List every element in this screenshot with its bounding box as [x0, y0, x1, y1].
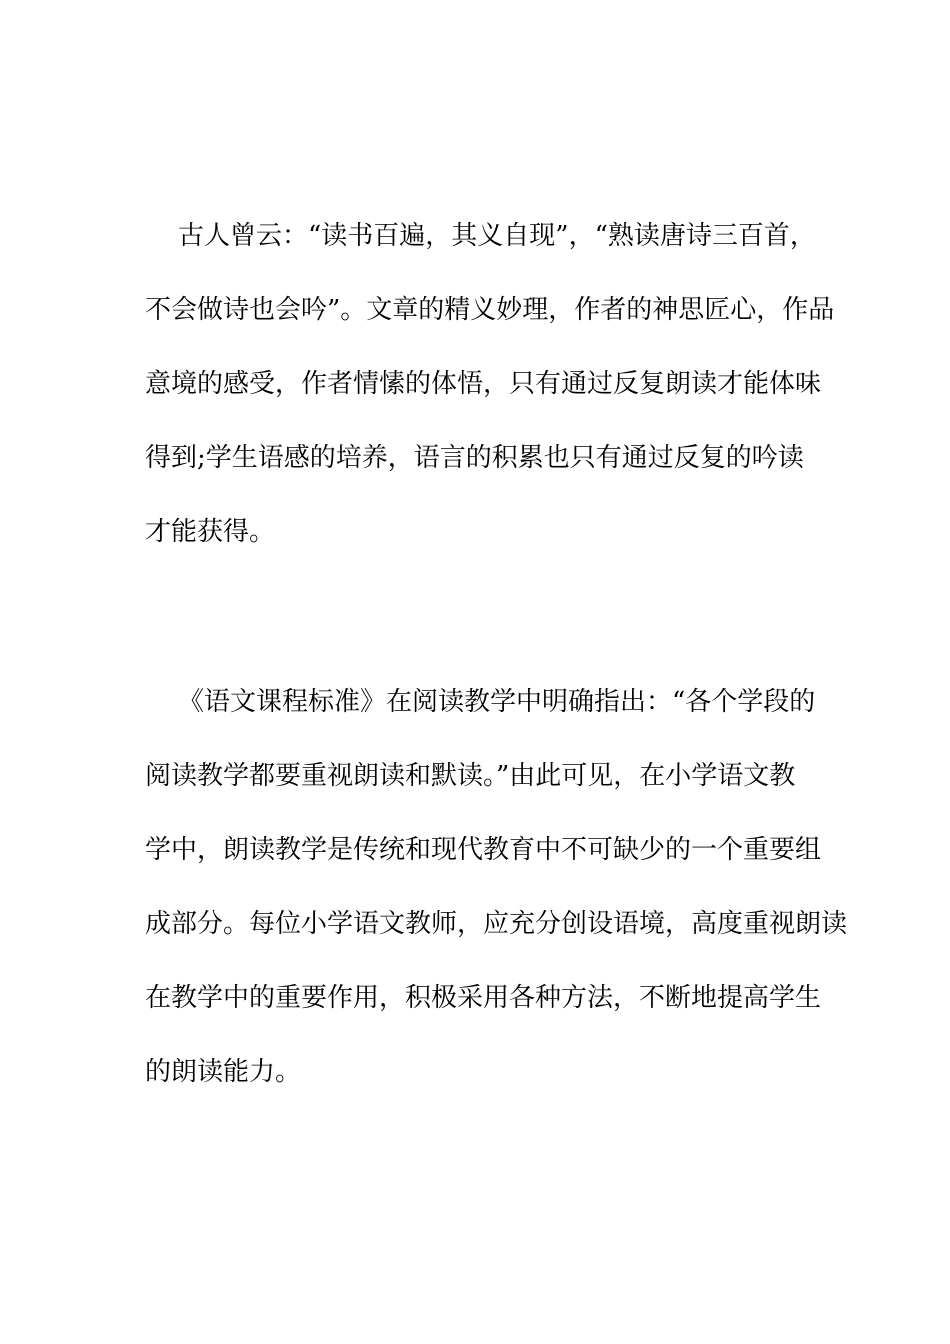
paragraph-line: 《语文课程标准》在阅读教学中明确指出：“各个学段的 [178, 687, 816, 717]
paragraph-line: 古人曾云：“读书百遍，其义自现”，“熟读唐诗三百首， [178, 221, 816, 251]
paragraph-line: 意境的感受，作者情愫的体悟，只有通过反复朗读才能体味 [145, 369, 822, 399]
paragraph-line: 在教学中的重要作用，积极采用各种方法，不断地提高学生 [145, 983, 822, 1013]
paragraph-line: 成部分。每位小学语文教师，应充分创设语境，高度重视朗读 [145, 909, 848, 939]
paragraph-line: 不会做诗也会吟”。文章的精义妙理，作者的神思匠心，作品 [145, 295, 835, 325]
paragraph-line: 学中，朗读教学是传统和现代教育中不可缺少的一个重要组 [145, 835, 822, 865]
paragraph-line: 得到;学生语感的培养，语言的积累也只有通过反复的吟读 [145, 443, 804, 473]
paragraph-line: 的朗读能力。 [145, 1057, 302, 1087]
paragraph-line: 才能获得。 [145, 517, 276, 547]
paragraph-line: 阅读教学都要重视朗读和默读。”由此可见，在小学语文教 [145, 761, 796, 791]
